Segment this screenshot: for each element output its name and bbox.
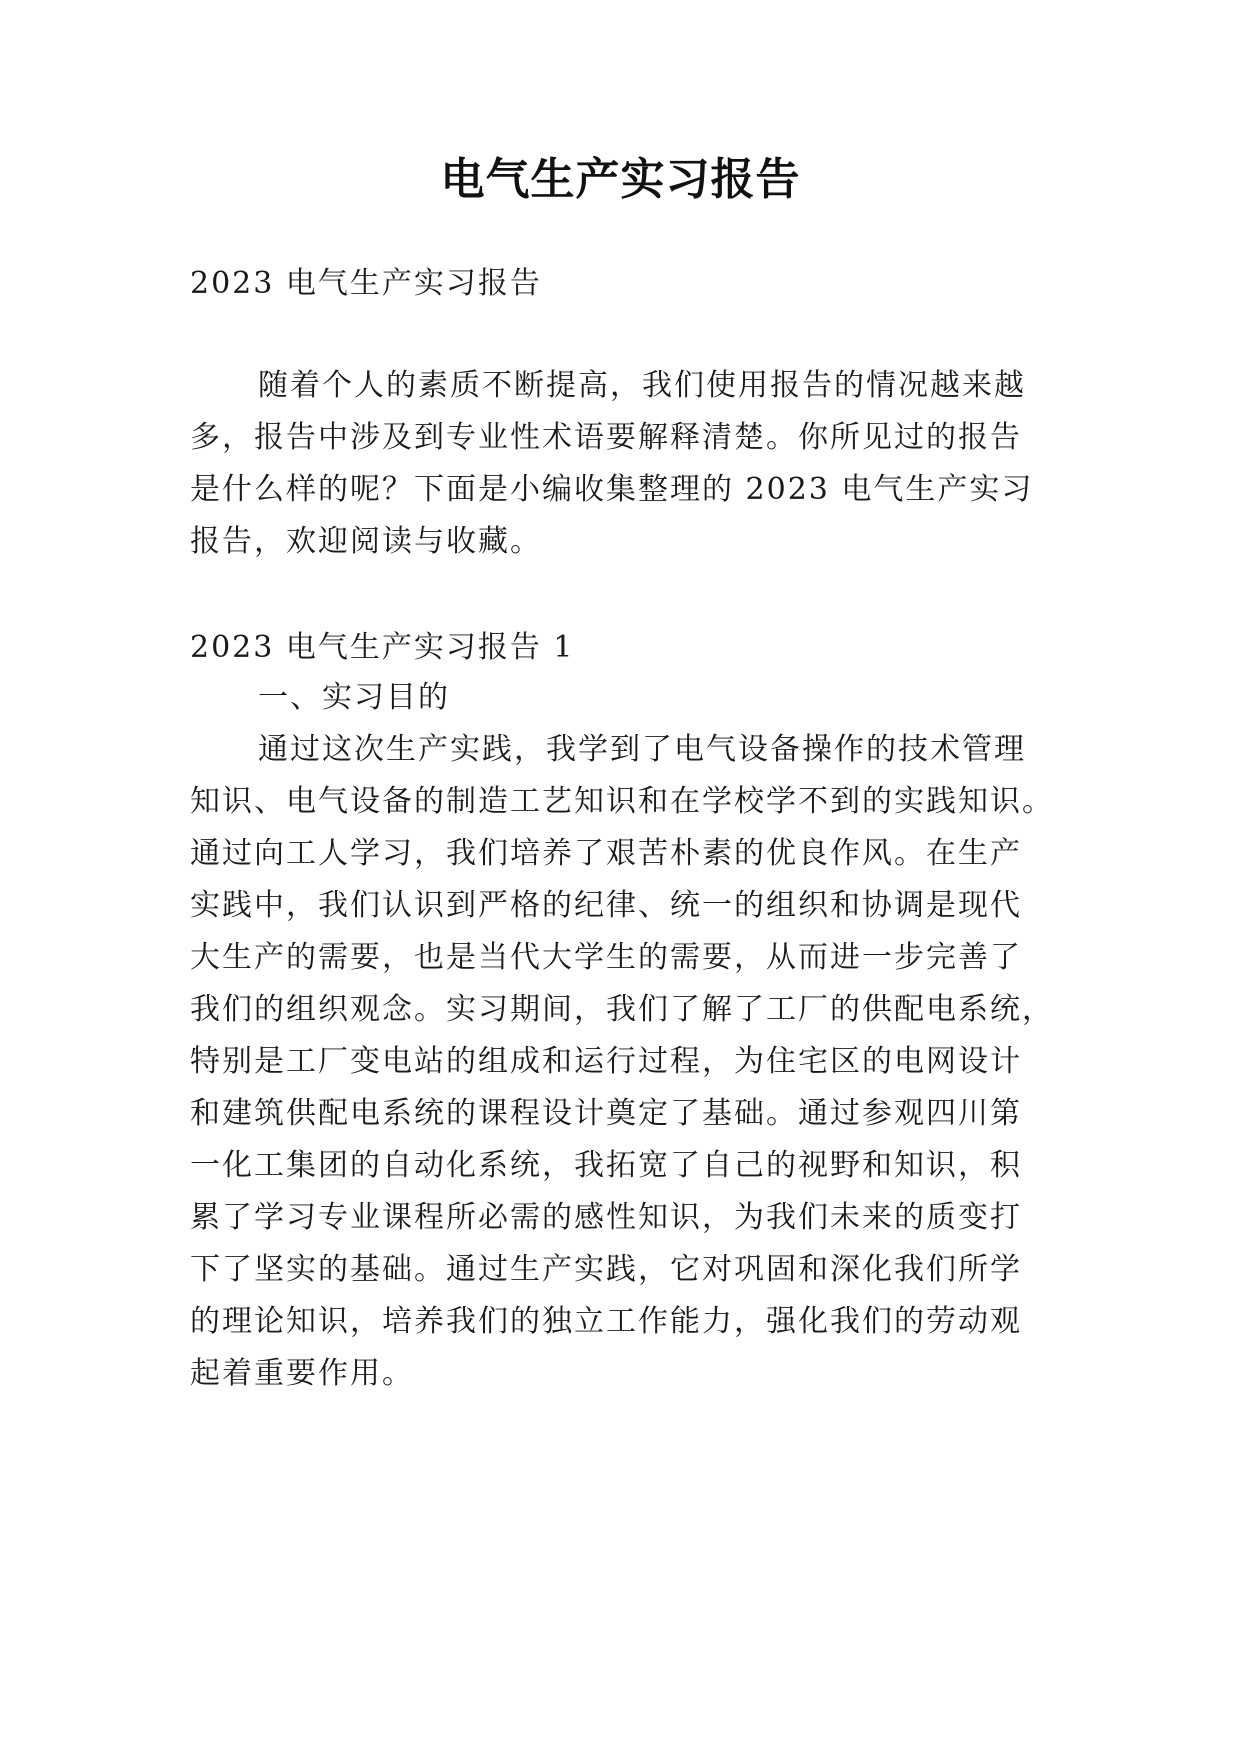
body-line: 实践中，我们认识到严格的纪律、统一的组织和协调是现代: [190, 888, 1022, 923]
body-line: 特别是工厂变电站的组成和运行过程，为住宅区的电网设计: [190, 1044, 1022, 1079]
body-line: 的理论知识，培养我们的独立工作能力，强化我们的劳动观: [190, 1304, 1022, 1339]
body-line: 知识、电气设备的制造工艺知识和在学校学不到的实践知识。: [190, 784, 1054, 819]
body-line: 通过这次生产实践，我学到了电气设备操作的技术管理: [258, 732, 1026, 767]
body-line: 一化工集团的自动化系统，我拓宽了自己的视野和知识，积: [190, 1148, 1022, 1183]
body-line: 起着重要作用。: [190, 1356, 414, 1391]
intro-line: 多，报告中涉及到专业性术语要解释清楚。你所见过的报告: [190, 420, 1022, 455]
document-title: 电气生产实习报告: [440, 154, 801, 205]
document-subtitle: 2023 电气生产实习报告: [190, 266, 542, 301]
body-line: 我们的组织观念。实习期间，我们了解了工厂的供配电系统，: [190, 992, 1054, 1027]
section-subheading: 一、实习目的: [258, 680, 450, 715]
body-line: 和建筑供配电系统的课程设计奠定了基础。通过参观四川第: [190, 1096, 1022, 1131]
intro-line: 是什么样的呢？下面是小编收集整理的 2023 电气生产实习: [190, 472, 1034, 507]
body-line: 累了学习专业课程所必需的感性知识，为我们未来的质变打: [190, 1200, 1022, 1235]
section-heading: 2023 电气生产实习报告 1: [190, 630, 575, 665]
body-line: 通过向工人学习，我们培养了艰苦朴素的优良作风。在生产: [190, 836, 1022, 871]
intro-line: 随着个人的素质不断提高，我们使用报告的情况越来越: [258, 368, 1026, 403]
body-line: 大生产的需要，也是当代大学生的需要，从而进一步完善了: [190, 940, 1022, 975]
body-line: 下了坚实的基础。通过生产实践，它对巩固和深化我们所学: [190, 1252, 1022, 1287]
intro-line: 报告，欢迎阅读与收藏。: [190, 524, 542, 559]
